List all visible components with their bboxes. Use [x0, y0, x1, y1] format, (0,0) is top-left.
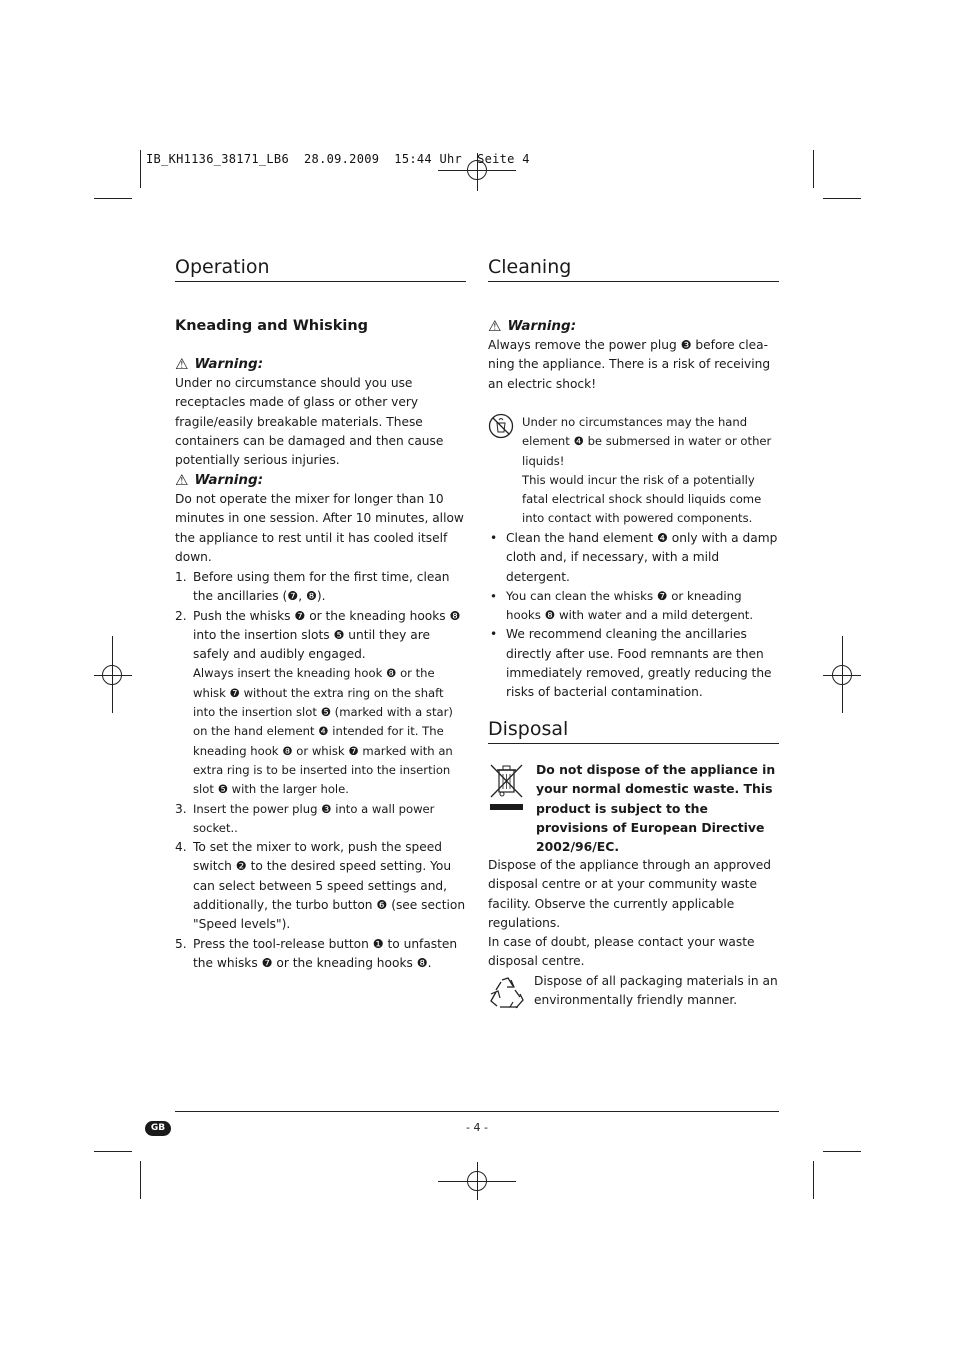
cleaning-section: [488, 255, 779, 282]
step-number: 5.: [175, 936, 187, 951]
registration-mark: [832, 665, 852, 685]
page-number: - 4 -: [466, 1121, 488, 1134]
step-number: 4.: [175, 840, 187, 855]
operation-title: Operation: [175, 255, 466, 282]
warning-heading: [488, 317, 779, 336]
step-text: Insert the power plug ❸ into a wall power socket..: [193, 801, 435, 835]
step-text: Before using them for the first time, clean the ancillaries (❼, ❽).: [193, 570, 450, 604]
warning-triangle-icon: ⚠: [175, 471, 189, 489]
notice-text: Under no circumstances may the hand element ❹ be submersed in water or other liquids!: [522, 415, 772, 468]
packaging-notice: [488, 972, 779, 1012]
list-item: • We recommend cleaning the ancillaries directly after use. Food remnants are then immediately removed, greatly reducing the risks of bacterial contamination.: [488, 625, 779, 702]
warning-label: Warning:: [194, 356, 264, 372]
disposal-paragraph: In case of doubt, please contact your waste disposal centre.: [488, 935, 755, 969]
crossed-out-bin-icon: [488, 763, 525, 813]
list-item: • You can clean the whisks ❼ or kneading hooks ❽ with water and a mild detergent.: [488, 587, 779, 626]
warning-label: Warning:: [507, 318, 577, 334]
step-item: [175, 838, 466, 934]
cleaning-warning: [488, 317, 779, 394]
crop-mark: [813, 1161, 814, 1199]
warning-block-2: [175, 471, 466, 567]
step-text: To set the mixer to work, push the speed switch ❷ to the desired speed setting. You can select between 5 speed settings and, additionally, the turbo button ❻ (see section "Speed levels").: [193, 840, 466, 932]
step-number: 3.: [175, 801, 187, 816]
notice-text: This would incur the risk of a potentially fatal electrical shock should liquids come into contact with powered components.: [522, 472, 762, 526]
crop-mark: [823, 1151, 861, 1152]
disposal-title: Disposal: [488, 717, 779, 744]
kneading-section: [175, 316, 466, 336]
step-item: [175, 607, 466, 800]
disposal-text: [488, 856, 779, 972]
operation-section: [175, 255, 466, 282]
step-note: Always insert the kneading hook ❽ or the whisk ❼ without the extra ring on the shaft into the insertion slot ❺ (marked with a star) on the hand element ❹ intended for it. The kneading hook ❽ or whisk ❼ marked with an extra ring is to be inserted into the insertion slot ❺ with the larger hole.: [193, 666, 453, 797]
crop-mark: [813, 150, 814, 188]
step-item: [175, 800, 466, 839]
crop-mark: [140, 150, 141, 188]
recycle-icon: [488, 974, 526, 1012]
step-number: 2.: [175, 608, 187, 623]
kneading-subtitle: Kneading and Whisking: [175, 318, 369, 334]
no-water-immersion-icon: [488, 413, 514, 439]
warning-text: Under no circumstance should you use receptacles made of glass or other very fragile/easily breakable materials. These containers can be damaged and then cause potentially serious injuries.: [175, 376, 444, 468]
warning-text: Always remove the power plug ❸ before clea-ning the appliance. There is a risk of receiving an electric shock!: [488, 338, 771, 391]
cleaning-bullets: [488, 529, 779, 703]
warning-heading: [175, 471, 466, 490]
warning-heading: [175, 355, 466, 374]
operation-steps: [175, 568, 466, 973]
step-text: Press the tool-release button ❶ to unfasten the whisks ❼ or the kneading hooks ❽.: [193, 936, 458, 970]
crop-mark: [823, 198, 861, 199]
crop-mark: [94, 1151, 132, 1152]
print-slug: IB_KH1136_38171_LB6 28.09.2009 15:44 Uhr Seite 4: [146, 152, 530, 166]
disposal-section: [488, 717, 779, 744]
warning-label: Warning:: [194, 472, 264, 488]
language-badge: GB: [145, 1121, 171, 1136]
disposal-paragraph: Dispose of the appliance through an approved disposal centre or at your community waste facility. Observe the currently applicable regulations.: [488, 858, 771, 930]
warning-block-1: [175, 355, 466, 470]
list-item: • Clean the hand element ❹ only with a damp cloth and, if necessary, with a mild detergent.: [488, 529, 779, 587]
cleaning-title: Cleaning: [488, 255, 779, 282]
registration-mark: [102, 665, 122, 685]
step-item: [175, 568, 466, 607]
warning-triangle-icon: ⚠: [175, 355, 189, 373]
crop-mark: [140, 1161, 141, 1199]
crop-mark: [94, 198, 132, 199]
footer-rule: [175, 1111, 779, 1112]
step-number: 1.: [175, 570, 187, 584]
weee-text: Do not dispose of the appliance in your normal domestic waste. This product is subject to the provisions of European Directive 2002/96/EC.: [536, 762, 776, 855]
step-text: Push the whisks ❼ or the kneading hooks ❽ into the insertion slots ❺ until they are safely and audibly engaged.: [193, 608, 461, 662]
warning-text: Do not operate the mixer for longer than 10 minutes in one session. After 10 minutes, allow the appliance to rest until it has cooled itself down.: [175, 492, 464, 564]
warning-triangle-icon: ⚠: [488, 317, 502, 335]
step-item: [175, 935, 466, 974]
weee-notice: [488, 760, 779, 856]
registration-mark: [467, 1171, 487, 1191]
packaging-text: Dispose of all packaging materials in an environmentally friendly manner.: [534, 974, 778, 1008]
no-immerse-notice: [488, 413, 779, 529]
